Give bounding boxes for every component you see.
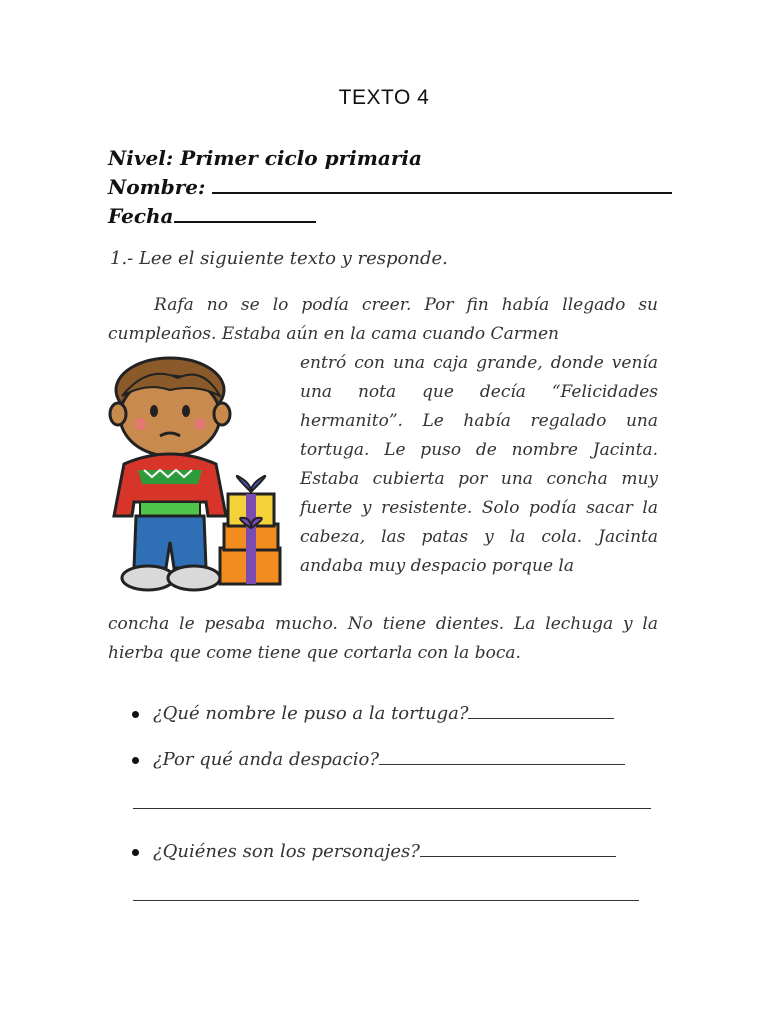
date-blank[interactable] bbox=[174, 203, 316, 223]
answer-blank[interactable] bbox=[379, 750, 625, 765]
date-line bbox=[108, 203, 316, 228]
page-title: TEXTO 4 bbox=[338, 86, 430, 109]
bullet-icon bbox=[132, 757, 139, 764]
answer-blank[interactable] bbox=[420, 842, 616, 857]
question-2 bbox=[132, 749, 625, 770]
answer-line-full[interactable] bbox=[133, 900, 639, 901]
name-blank[interactable] bbox=[212, 174, 672, 194]
name-line bbox=[108, 174, 672, 199]
answer-line-full[interactable] bbox=[133, 808, 651, 809]
question-1 bbox=[132, 703, 614, 724]
question-text: ¿Quiénes son los personajes? bbox=[153, 841, 420, 862]
bullet-icon bbox=[132, 849, 139, 856]
level-line: Nivel: Primer ciclo primaria bbox=[108, 146, 422, 170]
story-end: concha le pesaba mucho. No tiene dientes. La lechuga y la hierba que come tiene que cortarla con la boca. bbox=[108, 614, 658, 663]
question-3 bbox=[132, 841, 616, 862]
question-text: ¿Qué nombre le puso a la tortuga? bbox=[153, 703, 469, 724]
question-text: ¿Por qué anda despacio? bbox=[153, 749, 379, 770]
boy-with-gifts-illustration bbox=[108, 356, 288, 602]
answer-blank[interactable] bbox=[468, 704, 614, 719]
story-side: entró con una caja grande, donde venía una nota que decía “Felicidades hermanito”. Le había regalado una tortuga. Le puso de nombre Jacinta. Estaba cubierta por una concha muy fuerte y resistente. Solo podía sacar la cabeza, las patas y la cola. Jacinta andaba muy despacio porque la bbox=[300, 353, 658, 576]
date-label: Fecha bbox=[108, 204, 174, 228]
story-intro: Rafa no se lo podía creer. Por fin había llegado su cumpleaños. Estaba aún en la cama cuando Carmen bbox=[108, 295, 658, 344]
bullet-icon bbox=[132, 711, 139, 718]
name-label: Nombre: bbox=[108, 175, 206, 199]
instruction: 1.- Lee el siguiente texto y responde. bbox=[110, 248, 448, 269]
